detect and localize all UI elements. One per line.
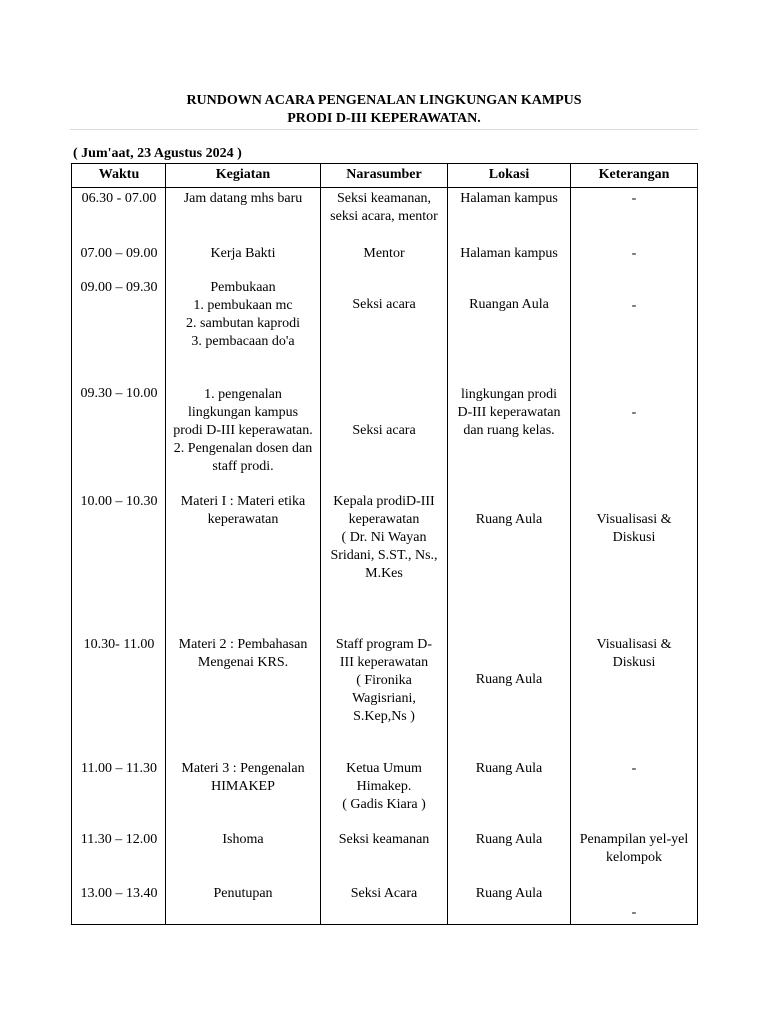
row-kegiatan: Materi 2 : Pembahasan (178, 637, 308, 652)
row-kegiatan: prodi D-III keperawatan. (173, 423, 313, 438)
row-keterangan: Visualisasi & (596, 637, 672, 652)
title-divider (70, 129, 698, 130)
row-lokasi: Halaman kampus (460, 246, 558, 261)
row-waktu: 11.00 – 11.30 (81, 761, 157, 776)
document-title: RUNDOWN ACARA PENGENALAN LINGKUNGAN KAMPUS (186, 93, 582, 108)
row-kegiatan: 2. Pengenalan dosen dan (173, 441, 313, 456)
row-lokasi: Ruangan Aula (469, 297, 549, 312)
row-keterangan: Diskusi (612, 530, 656, 545)
row-kegiatan: Materi I : Materi etika (180, 494, 306, 509)
row-narasumber: Seksi acara (352, 297, 416, 312)
row-narasumber: ( Dr. Ni Wayan (341, 530, 427, 545)
row-narasumber: keperawatan (348, 512, 420, 527)
row-narasumber: III keperawatan (339, 655, 429, 670)
row-waktu: 10.30- 11.00 (83, 637, 155, 652)
header-kegiatan: Kegiatan (215, 167, 271, 182)
row-lokasi: Ruang Aula (475, 672, 543, 687)
row-keterangan: - (631, 298, 637, 313)
row-narasumber: Seksi keamanan, (336, 191, 432, 206)
row-narasumber: M.Kes (365, 566, 403, 581)
header-keterangan: Keterangan (598, 167, 670, 182)
row-kegiatan: Pembukaan (210, 280, 276, 295)
row-kegiatan: 1. pengenalan (204, 387, 282, 402)
row-narasumber: Sridani, S.ST., Ns., (330, 548, 438, 563)
header-divider (72, 187, 697, 188)
row-narasumber: Seksi Acara (350, 886, 418, 901)
row-keterangan: kelompok (606, 850, 662, 865)
row-keterangan: - (631, 246, 637, 261)
row-kegiatan: lingkungan kampus (187, 405, 299, 420)
row-narasumber: Staff program D- (335, 637, 433, 652)
row-kegiatan: Kerja Bakti (210, 246, 276, 261)
row-narasumber: ( Fironika (356, 673, 412, 688)
row-narasumber: Himakep. (356, 779, 412, 794)
row-waktu: 09.30 – 10.00 (80, 386, 158, 401)
event-date: ( Jum'aat, 23 Agustus 2024 ) (73, 146, 242, 161)
row-lokasi: Ruang Aula (475, 512, 543, 527)
header-narasumber: Narasumber (346, 167, 422, 182)
row-kegiatan: keperawatan (207, 512, 279, 527)
row-lokasi: Ruang Aula (475, 886, 543, 901)
row-kegiatan: staff prodi. (212, 459, 274, 474)
row-lokasi: D-III keperawatan (457, 405, 561, 420)
row-narasumber: Kepala prodiD-III (333, 494, 435, 509)
column-divider (165, 164, 166, 924)
row-lokasi: Ruang Aula (475, 832, 543, 847)
row-narasumber: Ketua Umum (346, 761, 422, 776)
row-waktu: 10.00 – 10.30 (80, 494, 158, 509)
header-waktu: Waktu (98, 167, 140, 182)
row-keterangan: - (631, 761, 637, 776)
row-narasumber: Wagisriani, (352, 691, 416, 706)
row-keterangan: - (631, 905, 637, 920)
row-keterangan: Penampilan yel-yel (579, 832, 689, 847)
row-lokasi: lingkungan prodi (460, 387, 558, 402)
row-kegiatan: Penutupan (213, 886, 273, 901)
document-subtitle: PRODI D-III KEPERAWATAN. (287, 111, 481, 126)
row-keterangan: Visualisasi & (596, 512, 672, 527)
row-narasumber: ( Gadis Kiara ) (342, 797, 426, 812)
row-kegiatan: 1. pembukaan mc (193, 298, 293, 313)
row-lokasi: Halaman kampus (460, 191, 558, 206)
row-narasumber: Mentor (363, 246, 405, 261)
row-kegiatan: Ishoma (222, 832, 264, 847)
header-lokasi: Lokasi (488, 167, 530, 182)
row-kegiatan: Jam datang mhs baru (183, 191, 303, 206)
row-kegiatan: HIMAKEP (211, 779, 275, 794)
row-narasumber: seksi acara, mentor (330, 209, 438, 224)
row-waktu: 09.00 – 09.30 (80, 280, 158, 295)
row-keterangan: Diskusi (612, 655, 656, 670)
row-kegiatan: Mengenai KRS. (197, 655, 289, 670)
row-narasumber: S.Kep,Ns ) (353, 709, 415, 724)
row-kegiatan: 3. pembacaan do'a (191, 334, 295, 349)
row-narasumber: Seksi keamanan (338, 832, 430, 847)
row-keterangan: - (631, 191, 637, 206)
row-kegiatan: 2. sambutan kaprodi (186, 316, 300, 331)
column-divider (447, 164, 448, 924)
row-waktu: 06.30 - 07.00 (81, 191, 157, 206)
row-waktu: 11.30 – 12.00 (80, 832, 158, 847)
row-kegiatan: Materi 3 : Pengenalan (181, 761, 305, 776)
row-narasumber: Seksi acara (352, 423, 416, 438)
row-keterangan: - (631, 405, 637, 420)
row-waktu: 13.00 – 13.40 (80, 886, 158, 901)
row-lokasi: dan ruang kelas. (463, 423, 555, 438)
row-lokasi: Ruang Aula (475, 761, 543, 776)
row-waktu: 07.00 – 09.00 (80, 246, 158, 261)
